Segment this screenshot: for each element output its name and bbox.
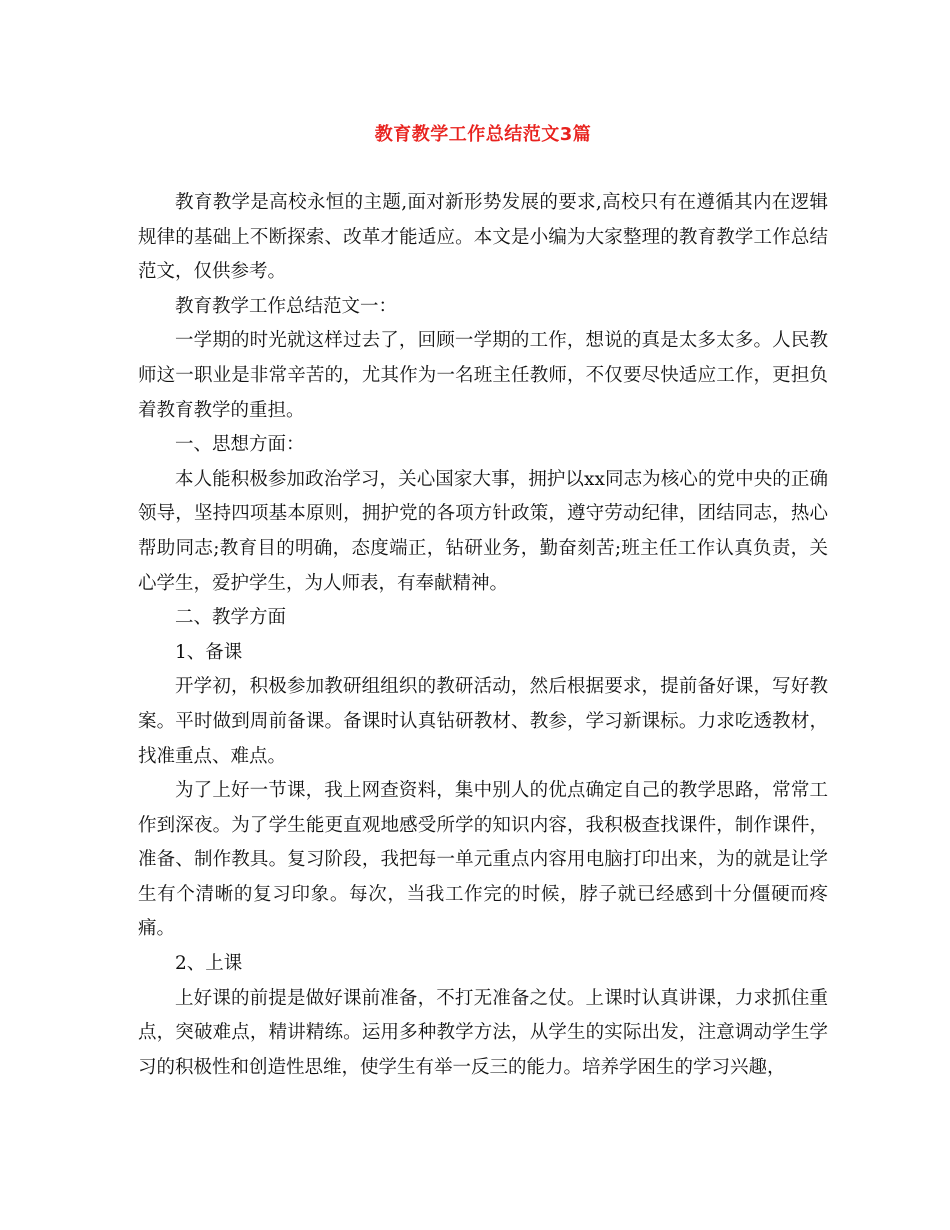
paragraph-intro: 教育教学是高校永恒的主题,面对新形势发展的要求,高校只有在遵循其内在逻辑规律的基础上不断探索、改革才能适应。本文是小编为大家整理的教育教学工作总结范文，仅供参考。	[138, 192, 828, 283]
section-heading-ideology: 一、思想方面：	[175, 434, 305, 456]
document-page	[138, 118, 828, 1085]
document-title: 教育教学工作总结范文3篇	[374, 124, 592, 145]
paragraph-lesson-prep: 开学初，积极参加教研组组织的教研活动，然后根据要求，提前备好课，写好教案。平时做到周前备课。备课时认真钻研教材、教参，学习新课标。力求吃透教材，找准重点、难点。	[138, 676, 828, 767]
section-heading-teaching: 二、教学方面	[175, 607, 287, 629]
subheading-class: 2、上课	[175, 953, 243, 975]
section-heading-sample-one: 教育教学工作总结范文一：	[175, 295, 398, 317]
subheading-lesson-prep: 1、备课	[175, 641, 243, 663]
paragraph-class: 上好课的前提是做好课前准备，不打无准备之仗。上课时认真讲课，力求抓住重点，突破难点，精讲精练。运用多种教学方法，从学生的实际出发，注意调动学生学习的积极性和创造性思维，使学生有举一反三的能力。培养学困生的学习兴趣，	[138, 987, 828, 1078]
paragraph-ideology: 本人能积极参加政治学习，关心国家大事，拥护以xx同志为核心的党中央的正确领导，坚持四项基本原则，拥护党的各项方针政策，遵守劳动纪律，团结同志，热心帮助同志;教育目的明确，态度端正，钻研业务，勤奋刻苦;班主任工作认真负责，关心学生，爱护学生，为人师表，有奉献精神。	[138, 468, 828, 594]
paragraph-semester-review: 一学期的时光就这样过去了，回顾一学期的工作，想说的真是太多太多。人民教师这一职业是非常辛苦的，尤其作为一名班主任教师，不仅要尽快适应工作，更担负着教育教学的重担。	[138, 330, 828, 421]
paragraph-lesson-prep-detail: 为了上好一节课，我上网查资料，集中别人的优点确定自己的教学思路，常常工作到深夜。为了学生能更直观地感受所学的知识内容，我积极查找课件，制作课件，准备、制作教具。复习阶段，我把每一单元重点内容用电脑打印出来，为的就是让学生有个清晰的复习印象。每次，当我工作完的时候，脖子就已经感到十分僵硬而疼痛。	[138, 780, 828, 940]
